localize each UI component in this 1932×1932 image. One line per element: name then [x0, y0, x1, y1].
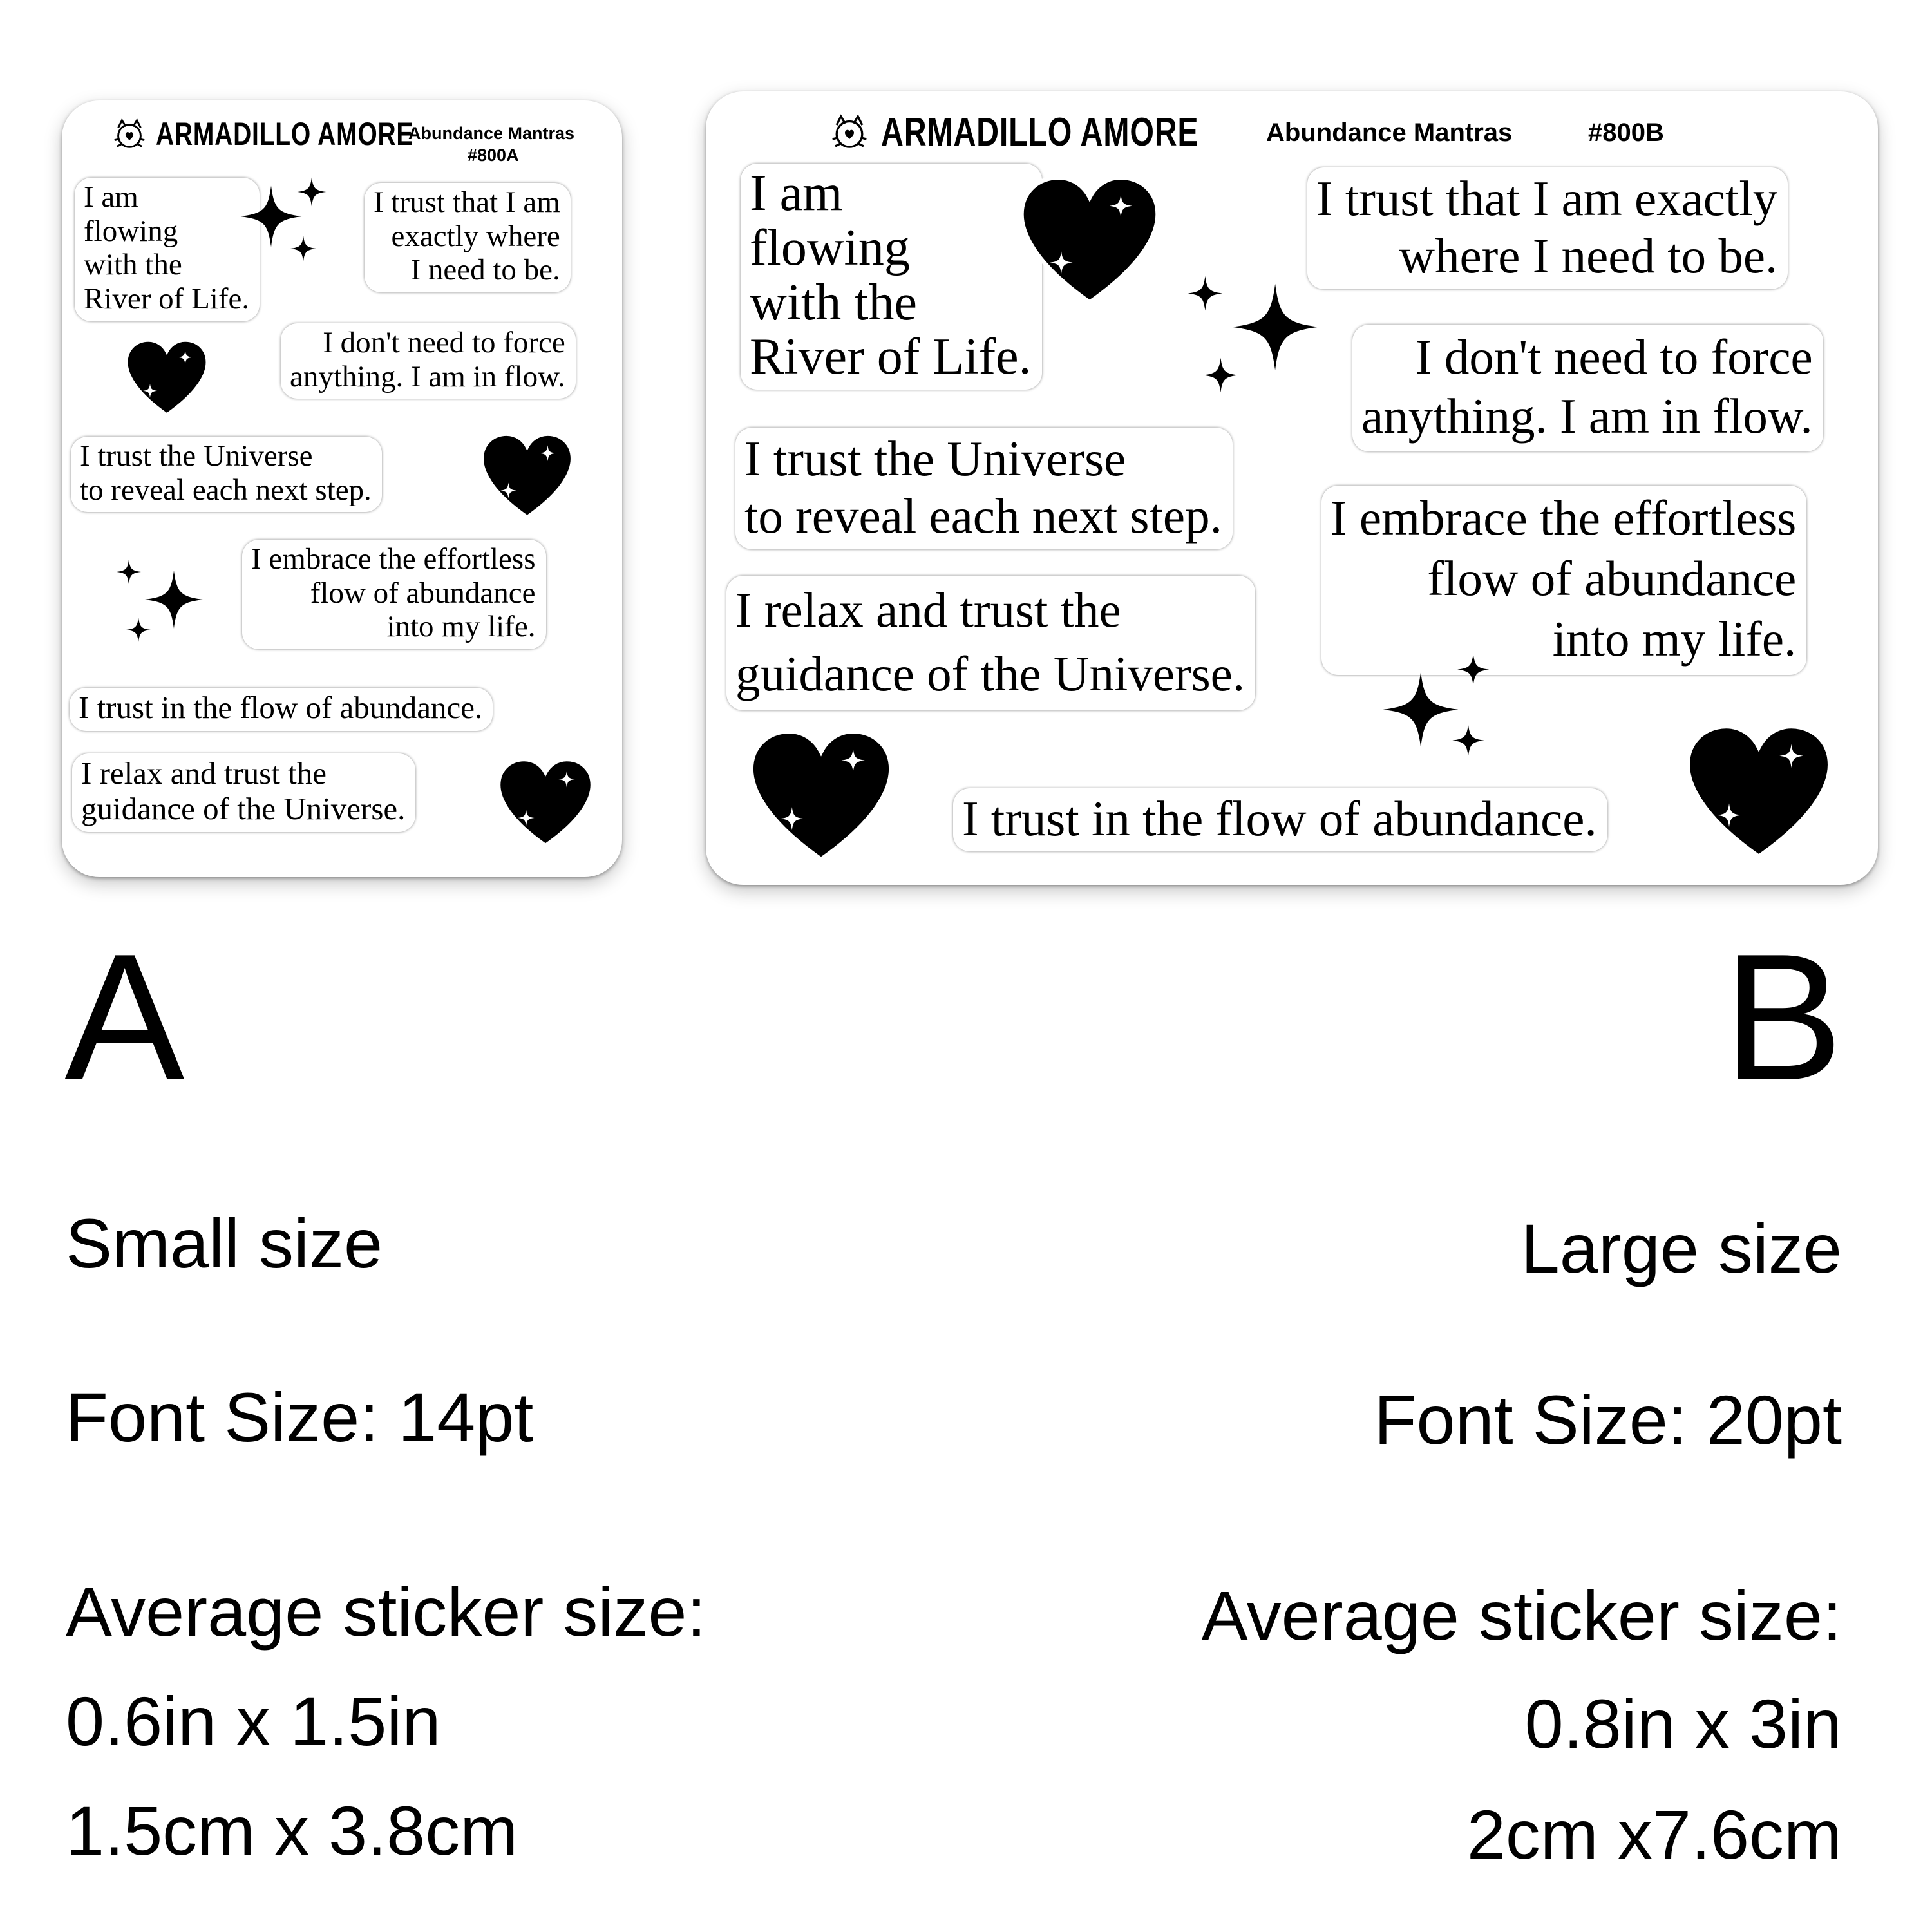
sticker-sheet-a [62, 100, 622, 877]
mantra-line: into my life. [1552, 611, 1797, 667]
brand-name: ARMADILLO AMORE [881, 109, 1199, 155]
mantra-line: exactly where [391, 219, 560, 253]
label-a-cm: 1.5cm x 3.8cm [66, 1792, 518, 1870]
mantra-line: I trust the Universe [80, 439, 313, 473]
label-b-inches: 0.8in x 3in [1524, 1685, 1842, 1763]
mantra-trust-where [1307, 167, 1788, 289]
heart-sparkle-icon [497, 757, 594, 848]
mantra-line: guidance of the Universe. [81, 790, 406, 826]
mantra-line: into my life. [386, 610, 536, 644]
label-b-letter: B [1723, 917, 1843, 1118]
mantra-line: anything. I am in flow. [1361, 388, 1813, 444]
mantra-line: flow of abundance [1427, 550, 1797, 606]
mantra-force [281, 323, 576, 399]
mantra-universe [71, 437, 382, 512]
sparkles-icon [1173, 252, 1328, 407]
heart-sparkle-icon [1685, 723, 1833, 860]
mantra-line: River of Life. [84, 281, 250, 316]
label-b-size: Large size [1520, 1209, 1842, 1287]
mantra-universe [735, 428, 1233, 549]
sparkles-icon [103, 545, 213, 654]
sparkles-icon [229, 165, 339, 274]
mantra-line: flowing [84, 214, 178, 248]
mantra-line: to reveal each next step. [80, 473, 372, 507]
mantra-flow-abundance [70, 688, 493, 731]
mantra-line: to reveal each next step. [744, 488, 1222, 544]
label-a-average: Average sticker size: [66, 1573, 706, 1651]
mantra-line: I trust in the flow of abundance. [79, 690, 483, 725]
label-a-letter: A [64, 917, 185, 1118]
label-a-font: Font Size: 14pt [66, 1378, 534, 1456]
mantra-relax [726, 576, 1255, 710]
label-a-size: Small size [66, 1204, 383, 1282]
mantra-force [1352, 325, 1823, 451]
mantra-line: where I need to be. [1399, 227, 1778, 283]
mantra-line: I relax and trust the [735, 582, 1121, 638]
armadillo-logo-icon [111, 115, 148, 153]
mantra-line: I am [84, 180, 138, 214]
sheet-title: Abundance Mantras [408, 124, 575, 143]
mantra-line: I embrace the effortless [251, 542, 536, 576]
mantra-flow-abundance [953, 788, 1607, 851]
heart-sparkle-icon [480, 432, 574, 519]
mantra-line: flow of abundance [310, 576, 536, 610]
label-b-font: Font Size: 20pt [1374, 1381, 1842, 1459]
label-a-inches: 0.6in x 1.5in [66, 1682, 441, 1760]
mantra-embrace [242, 540, 546, 649]
sheet-code: #800A [468, 146, 519, 165]
heart-sparkle-icon [125, 339, 209, 416]
mantra-line: I embrace the effortless [1331, 490, 1797, 545]
mantra-line: flowing [750, 219, 910, 276]
mantra-line: I need to be. [410, 253, 560, 287]
label-b-average: Average sticker size: [1201, 1577, 1842, 1654]
brand-name: ARMADILLO AMORE [156, 116, 414, 152]
mantra-line: I relax and trust the [81, 755, 327, 791]
sparkles-icon [1367, 636, 1508, 778]
sheet-title: Abundance Mantras [1266, 118, 1513, 147]
mantra-line: I trust that I am exactly [1316, 171, 1778, 226]
mantra-line: I trust that I am [374, 185, 560, 219]
sheet-code: #800B [1588, 118, 1664, 147]
mantra-line: River of Life. [750, 328, 1032, 386]
mantra-line: I trust the Universe [744, 431, 1126, 486]
mantra-trust-where [365, 183, 571, 292]
sticker-sheet-b [706, 91, 1878, 885]
mantra-line: guidance of the Universe. [735, 645, 1245, 701]
heart-sparkle-icon [1019, 174, 1160, 306]
mantra-line: with the [84, 248, 182, 282]
mantra-line: I am [750, 165, 843, 222]
heart-sparkle-icon [748, 728, 894, 863]
mantra-line: anything. I am in flow. [290, 359, 565, 393]
mantra-flowing [741, 164, 1042, 390]
mantra-line: I don't need to force [323, 326, 565, 359]
mantra-line: I don't need to force [1415, 329, 1813, 384]
mantra-line: with the [750, 274, 917, 331]
label-b-cm: 2cm x7.6cm [1466, 1795, 1842, 1873]
armadillo-logo-icon [828, 111, 871, 153]
brand-header-b [828, 109, 1289, 155]
mantra-line: I trust in the flow of abundance. [962, 791, 1597, 846]
mantra-relax [72, 753, 415, 832]
